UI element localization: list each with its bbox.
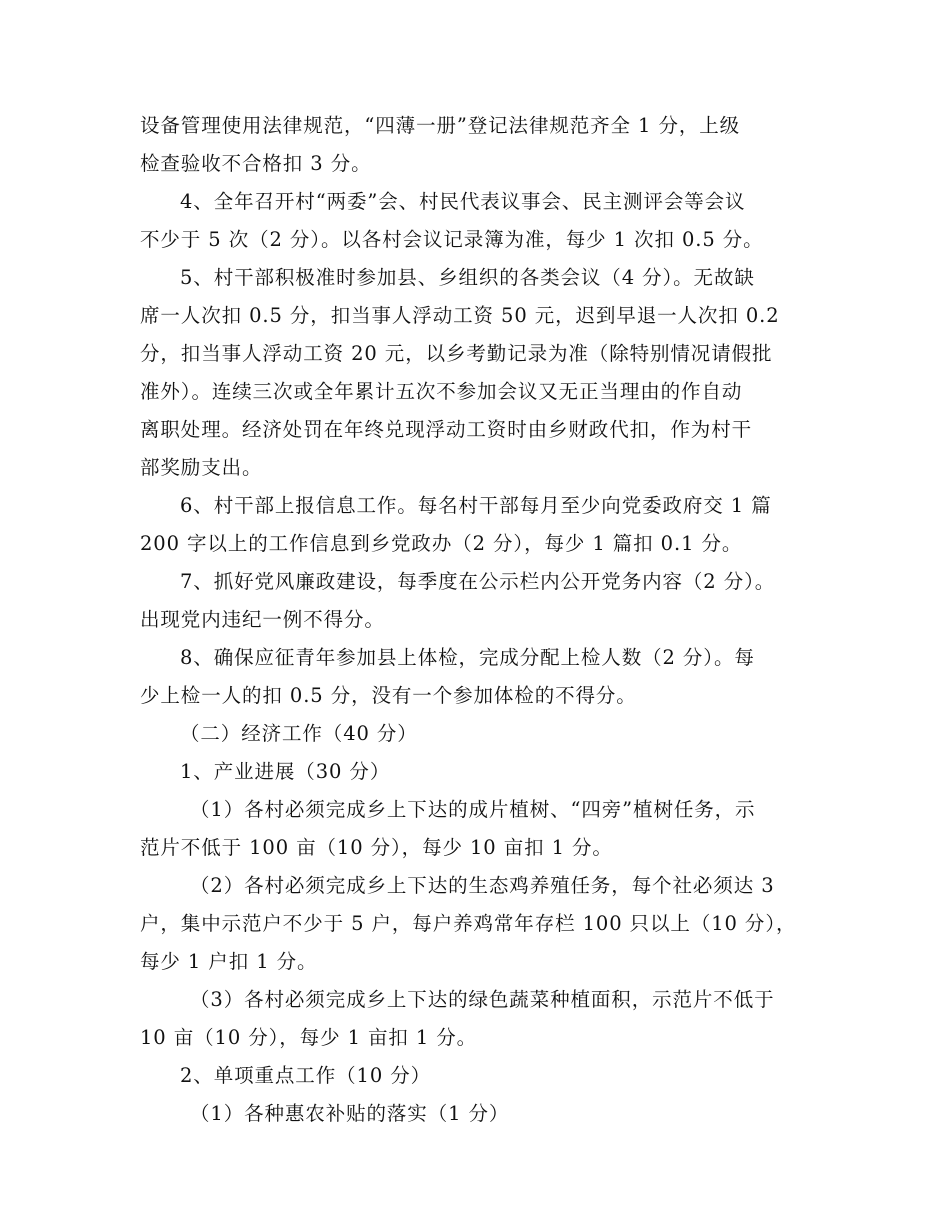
text-line: 准外）。连续三次或全年累计五次不参加会议又无正当理由的作自动 [140,380,743,403]
text-line: （1）各村必须完成乡上下达的成片植树、“四旁”植树任务，示 [190,798,756,821]
subsection-heading: 2、单项重点工作（10 分） [180,1064,432,1087]
text-line: 检查验收不合格扣 3 分。 [140,152,372,175]
text-line: 席一人次扣 0.5 分，扣当事人浮动工资 50 元，迟到早退一人次扣 0.2 [140,304,780,327]
text-line: 10 亩（10 分），每少 1 亩扣 1 分。 [140,1026,478,1049]
text-line: 设备管理使用法律规范，“四薄一册”登记法律规范齐全 1 分，上级 [140,114,741,137]
text-line: 200 字以上的工作信息到乡党政办（2 分），每少 1 篇扣 0.1 分。 [140,532,743,555]
text-line: 5、村干部积极准时参加县、乡组织的各类会议（4 分）。无故缺 [180,266,755,289]
text-line: 4、全年召开村“两委”会、村民代表议事会、民主测评会等会议 [180,190,746,213]
text-line: 部奖励支出。 [140,456,263,479]
text-line: （3）各村必须完成乡上下达的绿色蔬菜种植面积，示范片不低于 [190,988,775,1011]
text-line: 离职处理。经济处罚在年终兑现浮动工资时由乡财政代扣，作为村干 [140,418,753,441]
text-line: 户，集中示范户不少于 5 户，每户养鸡常年存栏 100 只以上（10 分）， [140,912,797,935]
text-line: （1）各种惠农补贴的落实（1 分） [190,1102,510,1125]
section-heading: （二）经济工作（40 分） [180,722,418,745]
text-line: 范片不低于 100 亩（10 分），每少 10 亩扣 1 分。 [140,836,613,859]
text-line: 不少于 5 次（2 分）。以各村会议记录簿为准，每少 1 次扣 0.5 分。 [140,228,764,251]
text-line: 8、确保应征青年参加县上体检，完成分配上检人数（2 分）。每 [180,646,755,669]
text-line: 7、抓好党风廉政建设，每季度在公示栏内公开党务内容（2 分）。 [180,570,776,593]
subsection-heading: 1、产业进展（30 分） [180,760,391,783]
text-line: （2）各村必须完成乡上下达的生态鸡养殖任务，每个社必须达 3 [190,874,775,897]
text-line: 出现党内违纪一例不得分。 [140,608,385,631]
text-line: 少上检一人的扣 0.5 分，没有一个参加体检的不得分。 [140,684,637,707]
text-line: 每少 1 户扣 1 分。 [140,950,318,973]
text-line: 分，扣当事人浮动工资 20 元，以乡考勤记录为准（除特别情况请假批 [140,342,773,365]
text-line: 6、村干部上报信息工作。每名村干部每月至少向党委政府交 1 篇 [180,494,772,517]
